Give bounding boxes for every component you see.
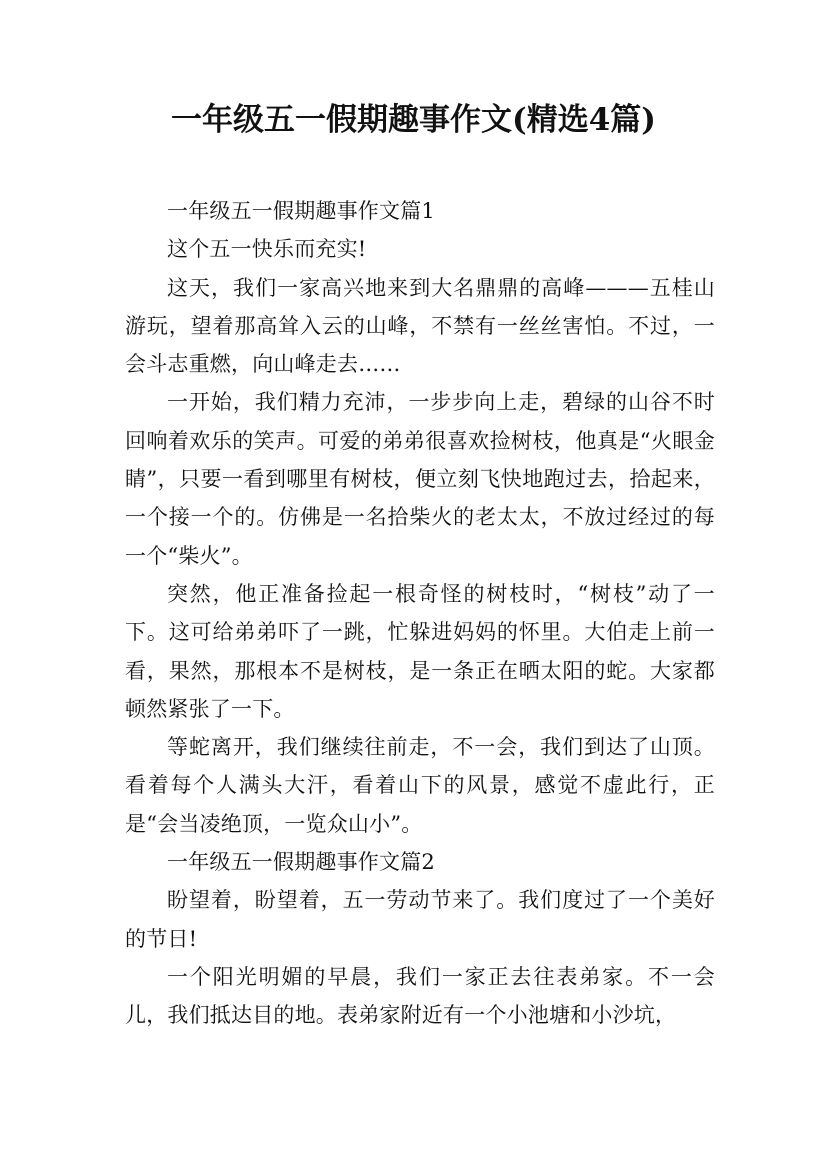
paragraph: 这天，我们一家高兴地来到大名鼎鼎的高峰———五桂山游玩，望着那高耸入云的山峰，不禁有一丝丝害怕。不过，一会斗志重燃，向山峰走去…… [125, 275, 715, 377]
section-heading-2: 一年级五一假期趣事作文篇2 [167, 850, 435, 875]
section-heading-1: 一年级五一假期趣事作文篇1 [167, 199, 435, 223]
paragraph: 等蛇离开，我们继续往前走，不一会，我们到达了山顶。看着每个人满头大汗，看着山下的风景，感觉不虚此行，正是“会当凌绝顶，一览众山小”。 [125, 735, 715, 836]
document-title: 一年级五一假期趣事作文(精选4篇) [171, 102, 656, 138]
paragraph: 一个阳光明媚的早晨，我们一家正去往表弟家。不一会儿，我们抵达目的地。表弟家附近有一个小池塘和小沙坑， [125, 964, 715, 1028]
paragraph: 这个五一快乐而充实! [167, 237, 367, 262]
paragraph: 突然，他正准备捡起一根奇怪的树枝时，“树枝”动了一下。这可给弟弟吓了一跳，忙躲进妈妈的怀里。大伯走上前一看，果然，那根本不是树枝，是一条正在晒太阳的蛇。大家都顿然紧张了一下。 [125, 581, 715, 721]
paragraph: 一开始，我们精力充沛，一步步向上走，碧绿的山谷不时回响着欢乐的笑声。可爱的弟弟很喜欢捡树枝，他真是“火眼金睛”，只要一看到哪里有树枝，便立刻飞快地跑过去，拾起来，一个接一个的。仿佛是一名拾柴火的老太太，不放过经过的每一个“柴火”。 [125, 390, 715, 568]
document-body [125, 192, 715, 1035]
paragraph: 盼望着，盼望着，五一劳动节来了。我们度过了一个美好的节日! [125, 888, 715, 951]
